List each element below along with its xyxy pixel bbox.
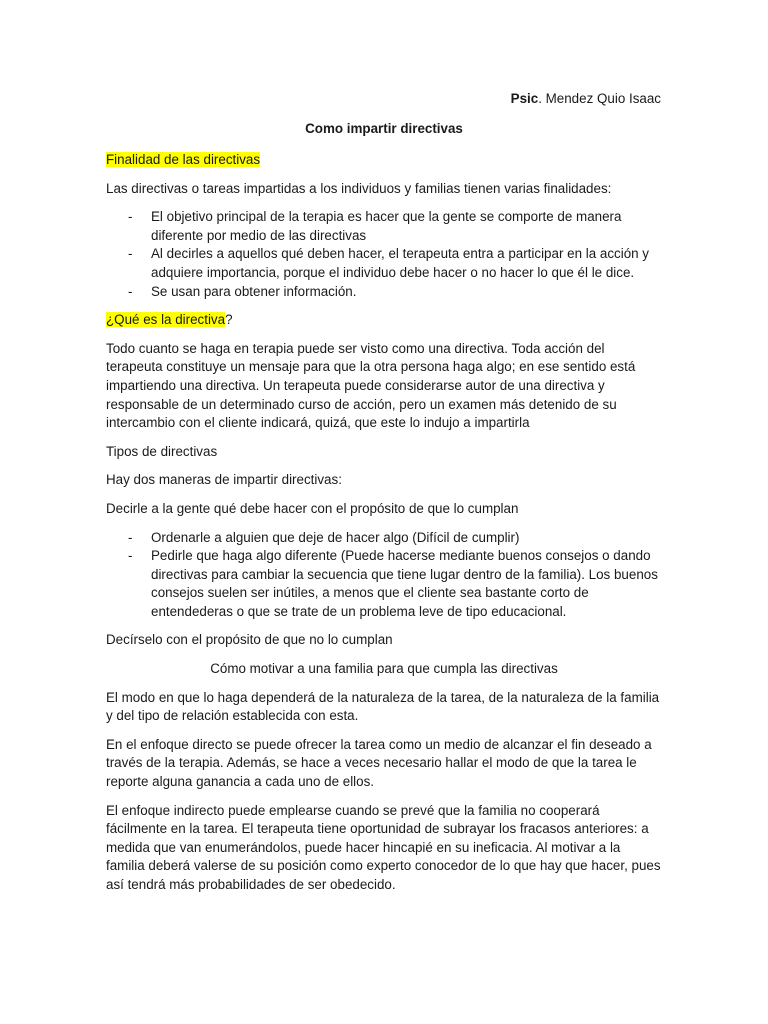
highlighted-heading: Finalidad de las directivas <box>106 152 261 167</box>
paragraph: Hay dos maneras de impartir directivas: <box>106 472 342 488</box>
section-heading-motivar: Cómo motivar a una familia para que cumpla las directivas <box>210 661 558 677</box>
list-item-text: Ordenarle a alguien que deje de hacer algo (Difícil de cumplir) <box>151 529 520 545</box>
list-item <box>106 547 662 621</box>
section-heading-que-es <box>106 311 662 330</box>
paragraph: Decírselo con el propósito de que no lo cumplan <box>106 632 393 648</box>
list-item <box>106 529 662 548</box>
list-item <box>106 245 662 282</box>
paragraph: Las directivas o tareas impartidas a los individuos y familias tienen varias finalidades: <box>106 180 612 196</box>
section-heading-tipos: Tipos de directivas <box>106 443 218 459</box>
list-item-text: Al decirles a aquellos qué deben hacer, el terapeuta entra a participar en la acción y adquiere importancia, porque el individuo debe hacer o no hacer lo que él le dice. <box>151 246 650 280</box>
list-item-text: Pedirle que haga algo diferente (Puede hacerse mediante buenos consejos o dando directivas para cambiar la secuencia que tiene lugar dentro de la familia). Los buenos consejos suelen ser inútiles, a menos que el cliente sea bastante corto de entendederas o que se trate de un problema leve de tipo educacional. <box>151 548 658 619</box>
document-title: Como impartir directivas <box>305 121 463 136</box>
dash-bullet: - <box>128 548 133 564</box>
dash-bullet: - <box>128 283 133 299</box>
list-item <box>106 208 662 245</box>
list-item <box>106 283 662 302</box>
paragraph: El modo en que lo haga dependerá de la naturaleza de la tarea, de la naturaleza de la familia y del tipo de relación establecida con esta. <box>106 689 660 724</box>
bullet-list-finalidades <box>106 208 662 301</box>
heading-suffix: ? <box>225 312 233 328</box>
author-name: . Mendez Quio Isaac <box>538 91 661 106</box>
list-item-text: Se usan para obtener información. <box>151 283 357 299</box>
highlighted-heading: ¿Qué es la directiva <box>106 312 226 328</box>
author-line <box>511 91 661 106</box>
paragraph: Todo cuanto se haga en terapia puede ser visto como una directiva. Toda acción del terapeuta constituye un mensaje para que la otra persona haga algo; en ese sentido está impartiendo una directiva. Un terapeuta puede considerarse autor de una directiva y responsable de un determinado curso de acción, pero un examen más detenido de su intercambio con el cliente indicará, quizá, que este lo indujo a impartirla <box>106 340 636 431</box>
paragraph: En el enfoque directo se puede ofrecer la tarea como un medio de alcanzar el fin deseado a través de la terapia. Además, se hace a veces necesario hallar el modo de que la tarea le reporte alguna ganancia a cada uno de ellos. <box>106 736 652 790</box>
dash-bullet: - <box>128 529 133 545</box>
document-body <box>106 151 662 905</box>
list-item-text: El objetivo principal de la terapia es hacer que la gente se comporte de manera diferente por medio de las directivas <box>151 209 622 243</box>
dash-bullet: - <box>128 209 133 225</box>
author-prefix: Psic <box>510 91 539 106</box>
paragraph: Decirle a la gente qué debe hacer con el propósito de que lo cumplan <box>106 500 519 516</box>
paragraph: El enfoque indirecto puede emplearse cuando se prevé que la familia no cooperará fácilmente en la tarea. El terapeuta tiene oportunidad de subrayar los fracasos anteriores: a medida que van enumerándolos, puede hacer hincapié en su ineficacia. Al motivar a la familia deberá valerse de su posición como experto conocedor de lo que hay que hacer, pues así tendrá más probabilidades de ser obedecido. <box>106 802 661 892</box>
section-heading-finalidad <box>106 151 662 170</box>
dash-bullet: - <box>128 246 133 262</box>
bullet-list-tipos <box>106 529 662 622</box>
